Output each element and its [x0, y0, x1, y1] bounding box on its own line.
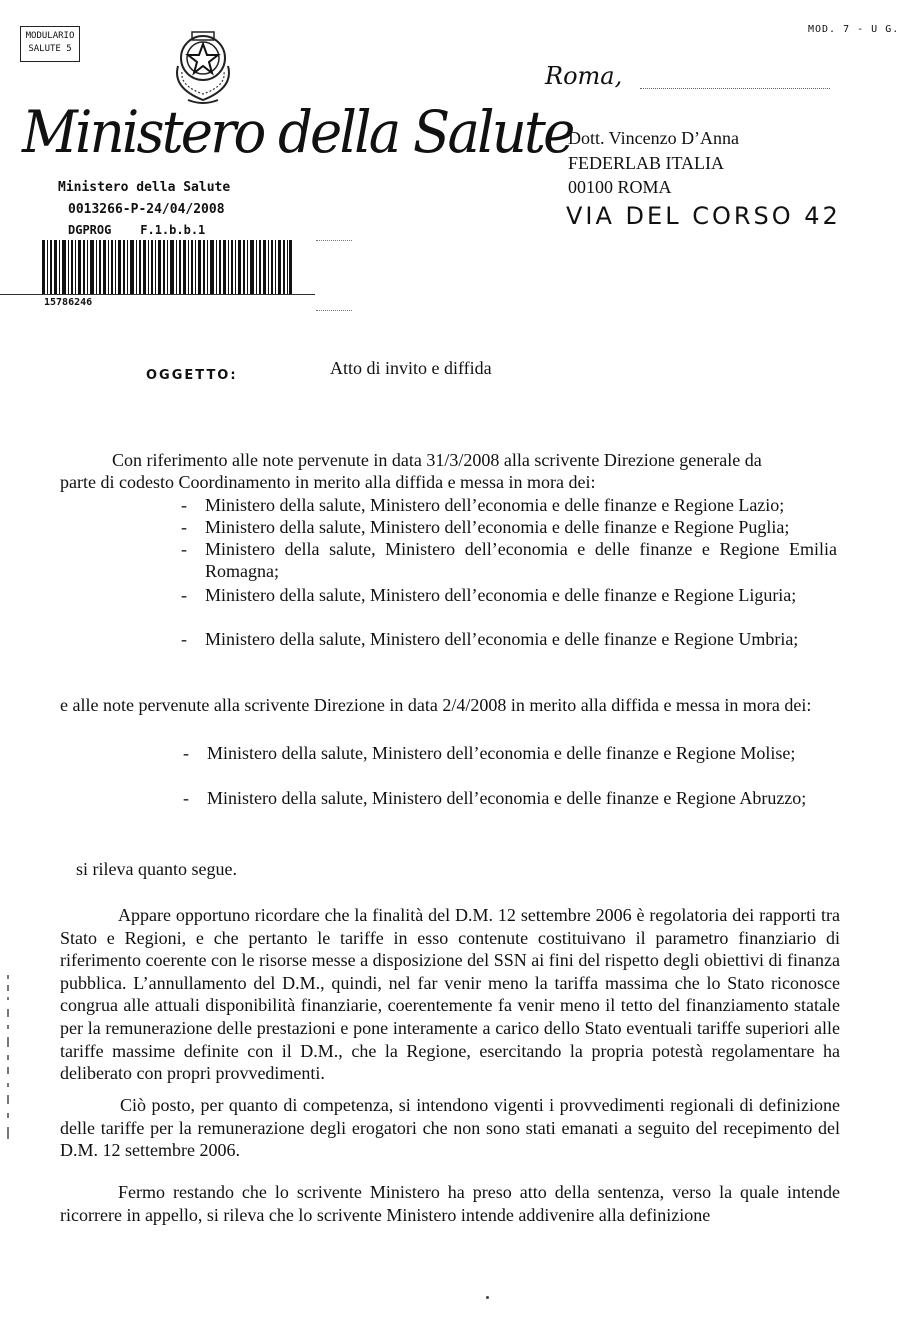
handwritten-address: VIA DEL CORSO 42	[566, 202, 841, 230]
modulario-line-1: MODULARIO	[25, 31, 75, 41]
modulario-box	[20, 26, 80, 62]
page-dot	[486, 1296, 489, 1299]
dotted-mark	[316, 240, 352, 241]
list-item-text: Ministero della salute, Ministero dell’economia e delle finanze e Regione Puglia;	[205, 517, 790, 537]
protocol-number: 0013266-P-24/04/2008	[68, 202, 225, 217]
paragraph-3: si rileva quanto segue.	[76, 859, 237, 879]
list-item-text: Ministero della salute, Ministero dell’economia e delle finanze e Regione Molise;	[207, 743, 796, 763]
italian-emblem-icon	[168, 26, 238, 106]
paragraph-1-line-1: Con riferimento alle note pervenute in data 31/3/2008 alla scrivente Direzione generale da	[112, 450, 762, 470]
list-item-text: Ministero della salute, Ministero dell’economia e delle finanze e Regione Abruzzo;	[207, 788, 807, 808]
protocol-classification: DGPROG F.1.b.b.1	[68, 223, 206, 237]
barcode	[42, 240, 292, 294]
list-item-text: Ministero della salute, Ministero dell’economia e delle finanze e Regione Umbria;	[205, 629, 799, 649]
list-item	[183, 742, 837, 764]
paragraph-6: Fermo restando che lo scrivente Ministero ha preso atto della sentenza, verso la quale intende ricorrere in appello, si rileva che lo scrivente Ministero intende addivenire alla definizione	[60, 1182, 840, 1225]
list-item	[183, 787, 837, 809]
barcode-number: 15786246	[44, 297, 93, 308]
ministry-logo-script: Ministero della Salute	[22, 98, 573, 166]
list-dash: -	[181, 517, 187, 537]
list-dash: -	[183, 743, 189, 763]
paragraph-5: Ciò posto, per quanto di competenza, si intendono vigenti i provvedimenti regionali di definizione delle tariffe per la remunerazione degli erogatori che non sono stati emanati a seguito del recepimento del D.M. 12 settembre 2006.	[60, 1095, 840, 1161]
margin-scan-marks	[4, 975, 14, 1145]
subject-label: OGGETTO:	[146, 368, 238, 383]
dotted-mark	[316, 310, 352, 311]
modulario-line-2: SALUTE 5	[28, 44, 72, 54]
barcode-baseline	[0, 294, 315, 295]
list-item-text: Ministero della salute, Ministero dell’economia e delle finanze e Regione Emilia Romagna;	[205, 539, 837, 581]
recipient-organization: FEDERLAB ITALIA	[568, 153, 725, 173]
list-dash: -	[183, 788, 189, 808]
list-item	[181, 516, 837, 538]
protocol-ministry: Ministero della Salute	[58, 180, 231, 195]
paragraph-1-line-2: parte di codesto Coordinamento in merito alla diffida e messa in mora dei:	[60, 472, 596, 492]
list-dash: -	[181, 539, 187, 559]
paragraph-4: Appare opportuno ricordare che la finalità del D.M. 12 settembre 2006 è regolatoria dei rapporti tra Stato e Regioni, e che pertanto le tariffe in esso contenute costituivano il parametro finanziario di riferimento coerente con le risorse messe a disposizione del SSN ai fini del rispetto degli obiettivi di finanza pubblica. L’annullamento del D.M., quindi, nel far venir meno la tariffa massima che lo Stato riconosce congrua alle attuali disponibilità finanziarie, coerentemente fa venir meno il tetto del finanziamento statale per la remunerazione delle prestazioni e pone interamente a carico dello Stato eventuali tariffe superiori alle tariffe massime definite con il D.M., che la Regione, esercitando la propria potestà regolamentare ha deliberato con propri provvedimenti.	[60, 905, 840, 1084]
subject-text: Atto di invito e diffida	[330, 358, 492, 378]
module-code: MOD. 7 - U G.	[808, 24, 900, 35]
list-item	[181, 538, 837, 582]
list-item-text: Ministero della salute, Ministero dell’economia e delle finanze e Regione Liguria;	[205, 585, 797, 605]
list-dash: -	[181, 585, 187, 605]
list-item	[181, 494, 837, 516]
list-item	[181, 628, 837, 650]
paragraph-2: e alle note pervenute alla scrivente Direzione in data 2/4/2008 in merito alla diffida e messa in mora dei:	[60, 695, 812, 715]
place-label: Roma,	[545, 62, 623, 90]
list-item	[181, 584, 837, 606]
list-dash: -	[181, 495, 187, 515]
recipient-city: 00100 ROMA	[568, 177, 672, 197]
list-dash: -	[181, 629, 187, 649]
date-dotted-line	[640, 88, 830, 89]
recipient-name: Dott. Vincenzo D’Anna	[568, 128, 740, 148]
list-item-text: Ministero della salute, Ministero dell’economia e delle finanze e Regione Lazio;	[205, 495, 785, 515]
